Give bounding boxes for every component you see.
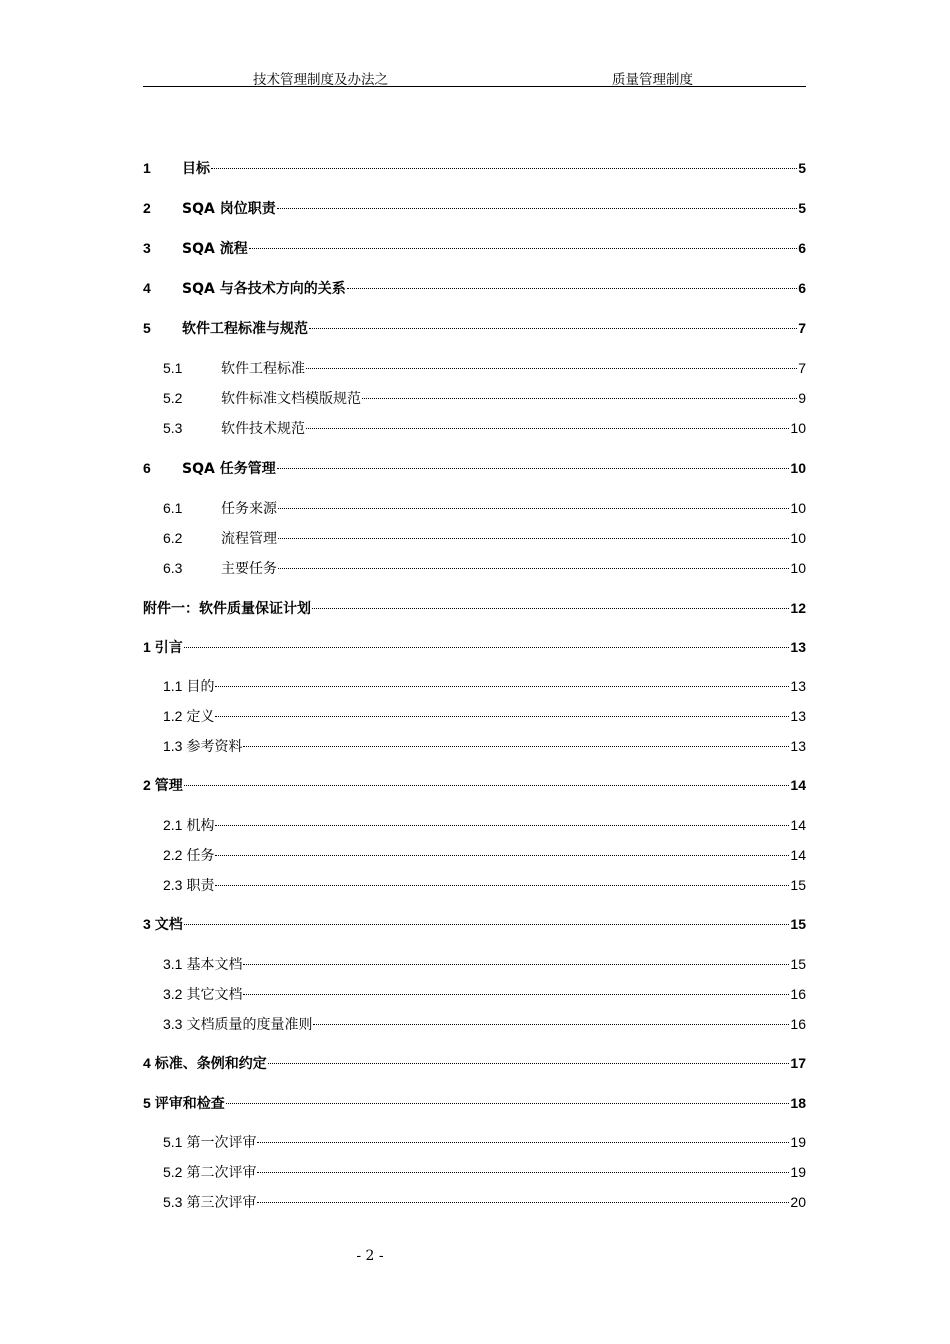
- toc-leader-dots: [184, 647, 790, 648]
- toc-entry[interactable]: [143, 774, 806, 796]
- toc-leader-dots: [184, 924, 790, 925]
- toc-entry-page: 7: [798, 320, 806, 336]
- toc-entry-page: 18: [790, 1095, 806, 1111]
- toc-entry[interactable]: [143, 317, 806, 339]
- toc-entry-page: 15: [790, 956, 806, 972]
- header-left-text: 技术管理制度及办法之: [253, 72, 388, 88]
- toc-entry-title: 文档: [154, 917, 183, 933]
- toc-entry[interactable]: [143, 705, 806, 727]
- toc-leader-dots: [278, 508, 789, 509]
- toc-entry-title: SQA 任务管理: [182, 461, 276, 477]
- toc-entry-page: 16: [790, 986, 806, 1002]
- toc-entry-page: 15: [790, 916, 806, 932]
- toc-entry-title: 软件标准文档模版规范: [221, 391, 361, 407]
- toc-entry-number: 5.3: [163, 420, 183, 436]
- toc-entry-number: 2: [143, 200, 151, 216]
- toc-entry-number: 6.2: [163, 530, 183, 546]
- toc-entry-page: 17: [790, 1055, 806, 1071]
- toc-leader-dots: [226, 1103, 790, 1104]
- toc-entry-title: 第一次评审: [186, 1135, 257, 1151]
- toc-entry[interactable]: [143, 844, 806, 866]
- toc-leader-dots: [257, 1202, 789, 1203]
- toc-leader-dots: [268, 1063, 790, 1064]
- toc-entry[interactable]: [143, 1052, 806, 1074]
- toc-leader-dots: [215, 885, 789, 886]
- toc-leader-dots: [215, 825, 789, 826]
- toc-entry-title: 任务: [186, 848, 215, 864]
- toc-entry-title: 软件技术规范: [221, 421, 305, 437]
- toc-entry-page: 14: [790, 817, 806, 833]
- toc-entry-page: 5: [798, 160, 806, 176]
- toc-leader-dots: [243, 994, 789, 995]
- toc-entry-title: 基本文档: [186, 957, 243, 973]
- toc-entry-number: 6.3: [163, 560, 183, 576]
- toc-entry[interactable]: [143, 1191, 806, 1213]
- toc-entry-page: 14: [790, 847, 806, 863]
- toc-entry[interactable]: [143, 1092, 806, 1114]
- toc-entry-title: 其它文档: [186, 987, 243, 1003]
- toc-entry-title: 任务来源: [221, 501, 277, 517]
- toc-entry-number: 5.2: [163, 1164, 183, 1180]
- toc-entry-number: 1.1: [163, 678, 183, 694]
- toc-entry[interactable]: [143, 983, 806, 1005]
- toc-entry-title: 评审和检查: [154, 1096, 225, 1112]
- toc-leader-dots: [257, 1172, 789, 1173]
- toc-entry-page: 6: [798, 240, 806, 256]
- toc-entry-number: 3: [143, 916, 151, 932]
- toc-leader-dots: [306, 368, 797, 369]
- toc-entry-title: 第三次评审: [186, 1195, 257, 1211]
- toc-entry-number: 2.3: [163, 877, 183, 893]
- toc-entry-title: 目的: [186, 679, 215, 695]
- toc-entry[interactable]: [143, 597, 806, 619]
- toc-entry-page: 10: [790, 420, 806, 436]
- toc-leader-dots: [211, 168, 797, 169]
- toc-entry-number: 3.1: [163, 956, 183, 972]
- toc-entry-title: 标准、条例和约定: [154, 1056, 267, 1072]
- page-number: - 2 -: [356, 1248, 384, 1264]
- toc-entry-number: 2.1: [163, 817, 183, 833]
- toc-leader-dots: [215, 686, 789, 687]
- toc-entry-number: 4: [143, 1055, 151, 1071]
- toc-entry-page: 20: [790, 1194, 806, 1210]
- toc-leader-dots: [215, 716, 789, 717]
- toc-entry[interactable]: [143, 197, 806, 219]
- toc-entry-title: 职责: [186, 878, 215, 894]
- toc-entry-page: 14: [790, 777, 806, 793]
- toc-entry-title: 引言: [154, 640, 183, 656]
- toc-entry[interactable]: [143, 237, 806, 259]
- toc-leader-dots: [278, 568, 789, 569]
- toc-entry-title: 文档质量的度量准则: [186, 1017, 313, 1033]
- toc-entry-number: 5.1: [163, 1134, 183, 1150]
- toc-entry[interactable]: [143, 527, 806, 549]
- toc-entry-title: 定义: [186, 709, 215, 725]
- toc-entry-page: 10: [790, 530, 806, 546]
- toc-entry-number: 5.1: [163, 360, 183, 376]
- toc-entry-number: 1: [143, 160, 151, 176]
- toc-leader-dots: [184, 785, 790, 786]
- toc-entry-number: 1.3: [163, 738, 183, 754]
- toc-entry[interactable]: [143, 387, 806, 409]
- toc-entry[interactable]: [143, 157, 806, 179]
- toc-entry-title: 软件工程标准与规范: [182, 321, 308, 337]
- toc-entry-title: 参考资料: [186, 739, 243, 755]
- toc-entry[interactable]: [143, 636, 806, 658]
- toc-leader-dots: [313, 1024, 789, 1025]
- toc-entry-title: 目标: [182, 161, 210, 177]
- toc-entry[interactable]: [143, 1161, 806, 1183]
- toc-entry-number: 6: [143, 460, 151, 476]
- toc-entry[interactable]: [143, 457, 806, 479]
- page-footer: [0, 1248, 950, 1264]
- toc-entry[interactable]: [143, 675, 806, 697]
- toc-entry-page: 5: [798, 200, 806, 216]
- toc-entry-number: 2.2: [163, 847, 183, 863]
- toc-leader-dots: [312, 608, 789, 609]
- toc-entry-number: 5.3: [163, 1194, 183, 1210]
- toc-leader-dots: [277, 468, 790, 469]
- toc-entry-page: 10: [790, 500, 806, 516]
- toc-entry-number: 3.2: [163, 986, 183, 1002]
- toc-entry-title: 主要任务: [221, 561, 277, 577]
- toc-entry[interactable]: [143, 735, 806, 757]
- toc-entry[interactable]: [143, 357, 806, 379]
- toc-entry-title: SQA 岗位职责: [182, 201, 276, 217]
- toc-entry-title: SQA 与各技术方向的关系: [182, 281, 346, 297]
- toc-entry[interactable]: [143, 277, 806, 299]
- toc-entry-number: 4: [143, 280, 151, 296]
- page-header: [143, 66, 806, 87]
- toc-entry-page: 13: [790, 678, 806, 694]
- toc-entry-page: 16: [790, 1016, 806, 1032]
- toc-leader-dots: [309, 328, 797, 329]
- toc-leader-dots: [278, 538, 789, 539]
- toc-leader-dots: [347, 288, 798, 289]
- toc-entry-number: 3.3: [163, 1016, 183, 1032]
- toc-leader-dots: [243, 964, 789, 965]
- toc-entry-number: 3: [143, 240, 151, 256]
- toc-entry-title: 机构: [186, 818, 215, 834]
- toc-entry-number: 6.1: [163, 500, 183, 516]
- toc-entry[interactable]: [143, 953, 806, 975]
- toc-entry-number: 5: [143, 1095, 151, 1111]
- toc-entry-page: 19: [790, 1134, 806, 1150]
- toc-entry-page: 7: [798, 360, 806, 376]
- toc-entry-page: 6: [798, 280, 806, 296]
- toc-leader-dots: [306, 428, 789, 429]
- toc-entry-page: 10: [790, 560, 806, 576]
- toc-entry-number: 1.2: [163, 708, 183, 724]
- toc-entry-page: 13: [790, 639, 806, 655]
- toc-entry-page: 15: [790, 877, 806, 893]
- toc-entry-number: 2: [143, 777, 151, 793]
- header-right-text: 质量管理制度: [612, 72, 693, 88]
- toc-entry-title: 软件工程标准: [221, 361, 305, 377]
- toc-entry[interactable]: [143, 1013, 806, 1035]
- toc-entry[interactable]: [143, 417, 806, 439]
- toc-entry-page: 13: [790, 708, 806, 724]
- toc-entry-title: 第二次评审: [186, 1165, 257, 1181]
- toc-leader-dots: [277, 208, 798, 209]
- toc-entry-page: 19: [790, 1164, 806, 1180]
- toc-entry-number: 1: [143, 639, 151, 655]
- toc-leader-dots: [243, 746, 789, 747]
- toc-entry-number: 5.2: [163, 390, 183, 406]
- toc-entry-page: 9: [798, 390, 806, 406]
- toc-entry[interactable]: [143, 814, 806, 836]
- toc-entry[interactable]: [143, 874, 806, 896]
- toc-entry-title: 流程管理: [221, 531, 277, 547]
- toc-leader-dots: [215, 855, 789, 856]
- toc-entry-title: SQA 流程: [182, 241, 248, 257]
- toc-entry-page: 10: [790, 460, 806, 476]
- toc-leader-dots: [362, 398, 797, 399]
- toc-entry[interactable]: [143, 913, 806, 935]
- toc-entry[interactable]: [143, 1131, 806, 1153]
- toc-entry-page: 12: [790, 600, 806, 616]
- toc-entry-title: 附件一：软件质量保证计划: [143, 601, 311, 617]
- toc-leader-dots: [257, 1142, 789, 1143]
- toc-entry-title: 管理: [154, 778, 183, 794]
- toc-leader-dots: [249, 248, 798, 249]
- toc-entry[interactable]: [143, 557, 806, 579]
- toc-entry-page: 13: [790, 738, 806, 754]
- toc-entry-number: 5: [143, 320, 151, 336]
- toc-entry[interactable]: [143, 497, 806, 519]
